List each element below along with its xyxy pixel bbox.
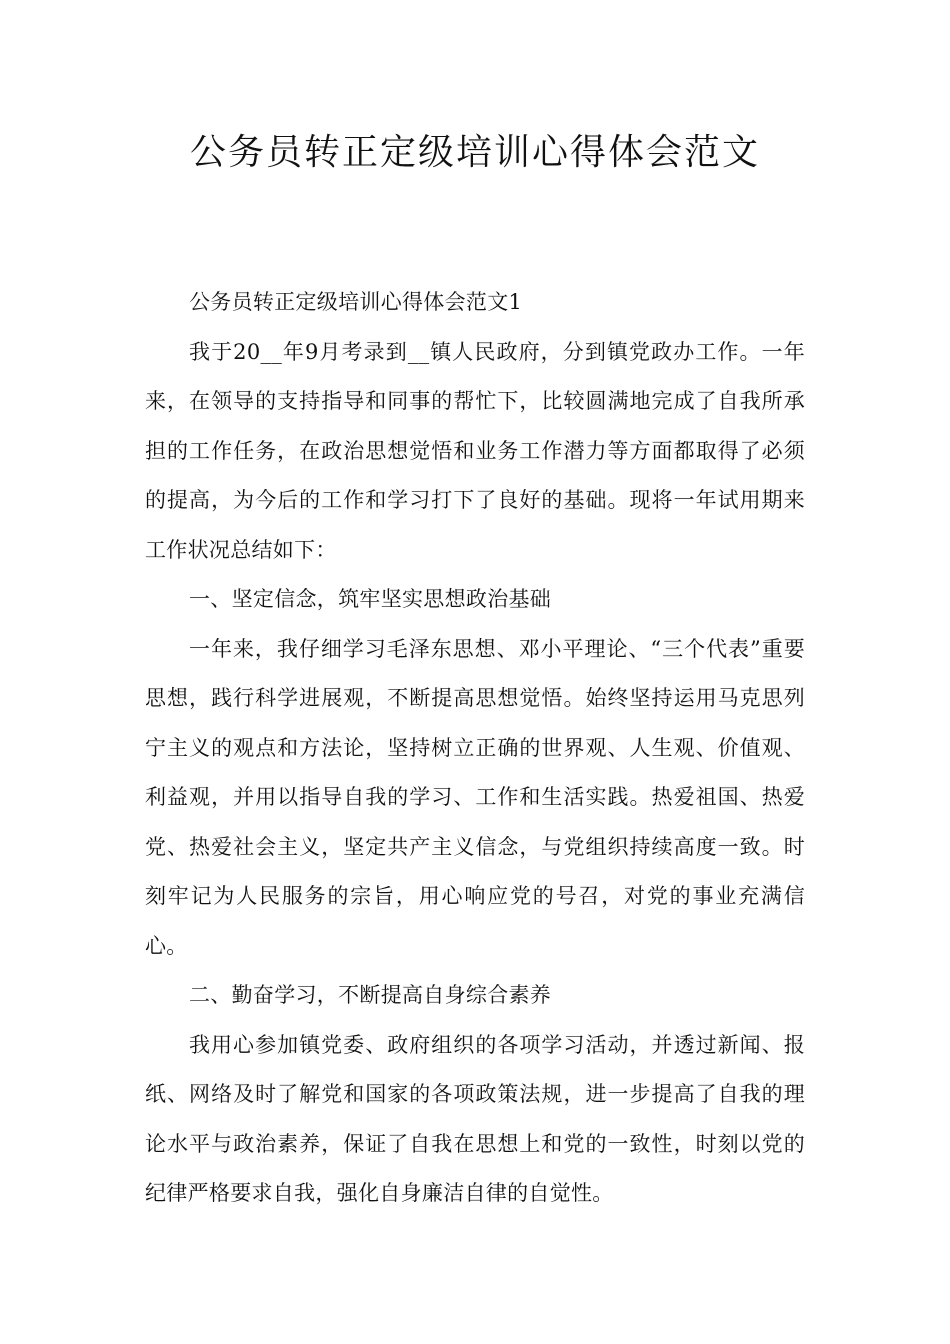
section-heading: 二、勤奋学习，不断提高自身综合素养 (189, 983, 552, 1007)
body-paragraph: 我于20__年9月考录到__镇人民政府，分到镇党政办工作。一年来，在领导的支持指导和同事的帮忙下，比较圆满地完成了自我所承担的工作任务，在政治思想觉悟和业务工作潜力等方面都取得了必须的提高，为今后的工作和学习打下了良好的基础。现将一年试用期来工作状况总结如下： (145, 339, 805, 562)
body-paragraph: 我用心参加镇党委、政府组织的各项学习活动，并透过新闻、报纸、网络及时了解党和国家的各项政策法规，进一步提高了自我的理论水平与政治素养，保证了自我在思想上和党的一致性，时刻以党的纪律严格要求自我，强化自身廉洁自律的自觉性。 (145, 1032, 805, 1205)
section-heading: 公务员转正定级培训心得体会范文1 (189, 290, 523, 314)
section-heading: 一、坚定信念，筑牢坚实思想政治基础 (189, 587, 552, 611)
body-paragraph: 一年来，我仔细学习毛泽东思想、邓小平理论、“三个代表”重要思想，践行科学进展观，不断提高思想觉悟。始终坚持运用马克思列宁主义的观点和方法论，坚持树立正确的世界观、人生观、价值观、利益观，并用以指导自我的学习、工作和生活实践。热爱祖国、热爱党、热爱社会主义，坚定共产主义信念，与党组织持续高度一致。时刻牢记为人民服务的宗旨，用心响应党的号召，对党的事业充满信心。 (145, 636, 805, 958)
document-title: 公务员转正定级培训心得体会范文 (189, 132, 760, 173)
document-body (145, 278, 805, 1219)
